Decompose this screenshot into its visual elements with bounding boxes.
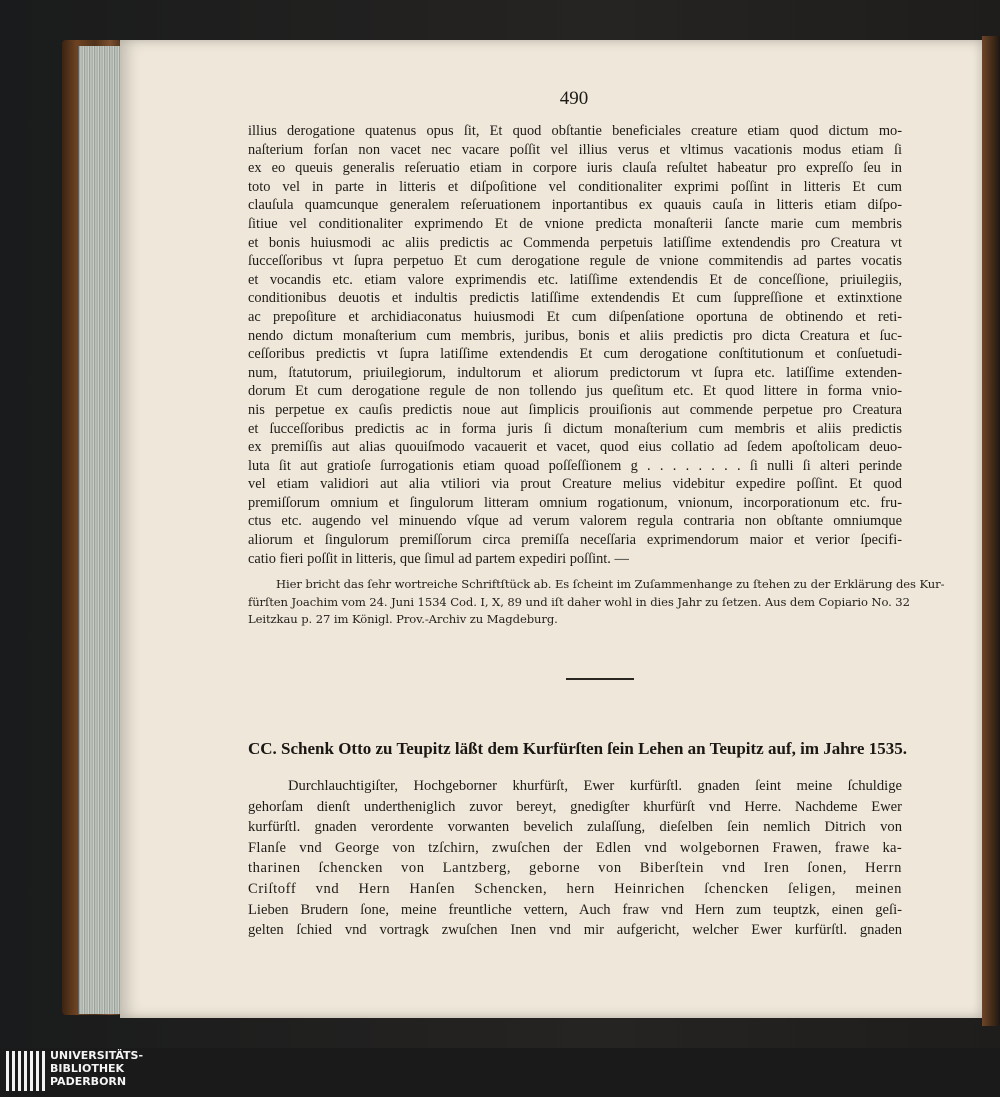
section-heading: CC. Schenk Otto zu Teupitz läßt dem Kurfürſten ſein Lehen an Teupitz auf, im Jahre 1535. [248, 739, 907, 758]
text-line: Criſtoff vnd Hern Hanſen Schencken, hern Heinrichen ſchencken ſeligen, meinen [248, 880, 902, 897]
text-line: gehorſam dienſt undertheniglich zuvor bereyt, gnedigſter khurfürſt vnd Herre. Nachdeme Ewer [248, 798, 902, 815]
logo-line: PADERBORN [50, 1074, 127, 1088]
logo-line: UNIVERSITÄTS- [50, 1049, 144, 1062]
text-line: Flanſe vnd George von tzſchirn, zwuſchen der Edlen vnd wolgebornen Frawen, frawe ka- [248, 839, 902, 856]
text-line: ſitiue vel conditionaliter exprimendo Et de vnione predicta monaſterii ſancte marie cum membris [248, 215, 902, 232]
text-line: ac prepoſiture et archidiaconatus huiusmodi Et cum diſpenſatione oportuna de obtinendo et reti- [248, 308, 902, 325]
text-line: Lieben Brudern ſone, meine freuntliche vettern, Auch fraw vnd Hern zum teuptzk, einen geſi- [248, 901, 902, 918]
library-logo-icon [6, 1051, 46, 1091]
text-line: et ſucceſſoribus predictis ac in forma juris ſi dictum monaſterium cum membris et aliis predictis [248, 420, 902, 437]
footnote-line: Leitzkau p. 27 im Königl. Prov.-Archiv zu Magdeburg. [248, 612, 558, 626]
library-logo-text [50, 1050, 143, 1088]
footnote-line: Hier bricht das ſehr wortreiche Schriftſtück ab. Es ſcheint im Zuſammenhange zu ſtehen zu der Erklärung des Kur- [276, 577, 945, 591]
text-line: gelten ſchied vnd vortragk zwuſchen Inen vnd mir aufgericht, welcher Ewer kurfürſtl. gnaden [248, 922, 902, 939]
library-footer-bar [0, 1048, 1000, 1097]
text-line: ctus etc. augendo vel minuendo vſque ad verum valorem regula contraria non obſtante omniumque [248, 513, 902, 530]
page-number: 490 [559, 88, 589, 109]
section-divider [566, 678, 634, 680]
right-cover-edge [982, 36, 1000, 1026]
text-line: naſterium forſan non vacet nec vacare poſſit vel illius verus et vltimus vacationis modus etiam ſi [248, 141, 902, 158]
text-line: nis perpetue ex cauſis predictis noue aut ſimplicis prouiſionis aut commende perpetue pro Creatura [248, 401, 902, 418]
text-line: illius derogatione quatenus opus ſit, Et quod obſtantie beneficiales creature etiam quod dictum mo- [248, 123, 902, 139]
text-line: ceſſoribus predictis vt ſupra latiſſime extendendis Et cum derogatione conſtitutionum et conſuetudi- [248, 346, 902, 363]
text-line: ex premiſſis aut alias quouiſmodo vacauerit et vacet, quod eius collatio ad ſedem apoſtolicam deuo- [248, 439, 902, 456]
text-line: toto vel in parte in litteris et diſpoſitione vel conditionaliter exprimi poſſint in litteris Et cum [248, 178, 902, 195]
text-line: conditionibus deuotis et indultis predictis latiſſime extendendis Et cum ſuppreſſione et extinxtione [248, 290, 902, 307]
text-line: kurfürſtl. gnaden verordente vorwanten bevelich zulaſſung, dieſelben ſein nemlich Ditrich von [248, 819, 902, 836]
text-line: dorum Et cum derogatione regule de non tollendo jus queſitum etc. Et quod littere in forma vnio- [248, 383, 902, 400]
text-line: nendo dictum monaſterium cum membris, juribus, bonis et aliis predictis pro dicta Creatura et ſuc- [248, 327, 902, 344]
footnote [248, 576, 945, 629]
text-line: vel etiam validiori aut alia vtiliori via prout Creature melius videbitur expedire poſſint. Et quod [248, 476, 902, 493]
latin-text-block [248, 122, 902, 568]
text-line: luta ſit aut gratioſe ſurrogationis etiam quoad poſſeſſionem g . . . . . . . . ſi nulli ſi alteri perinde [248, 457, 902, 474]
text-line: tharinen ſchencken von Lantzberg, geborne von Biberſtein vnd Iren ſonen, Herrn [248, 860, 902, 877]
text-line: aliorum et ſingulorum premiſſorum circa premiſſa neceſſaria exprimendorum maior et verior ſpecifi- [248, 532, 902, 549]
text-line: premiſſorum omnium et ſingulorum litteram omnium rogationum, vnionum, incorporationum etc. fru- [248, 494, 902, 511]
text-line: num, ſtatutorum, priuilegiorum, indultorum et aliorum predictorum vt ſupra etc. latiſſime extenden- [248, 364, 902, 381]
text-line: clauſula quamcunque generalem reſeruationem inportantibus ex quauis cauſa in litteris etiam diſpo- [248, 197, 902, 214]
page-stack [78, 46, 125, 1014]
text-line: ſucceſſoribus vt ſupra perpetuo Et cum derogatione regule de vnione commitendis ad partes vocatis [248, 253, 902, 270]
german-letter-text [248, 776, 902, 941]
text-line: Durchlauchtigiſter, Hochgeborner khurfürſt, Ewer kurfürſtl. gnaden ſeint meine ſchuldige [288, 778, 902, 794]
footnote-line: fürſten Joachim vom 24. Juni 1534 Cod. I, X, 89 und iſt daher wohl in dies Jahr zu ſetzen. Aus dem Copiario No. 32 [248, 594, 910, 609]
text-line: et bonis huiusmodi ac aliis predictis ac Commenda perpetuis latiſſime extendendis pro Creatura vt [248, 234, 902, 251]
logo-line: BIBLIOTHEK [50, 1061, 125, 1075]
text-line: catio fieri poſſit in litteris, que ſimul ad partem expediri poſſint. — [248, 550, 629, 567]
text-line: ex eo queuis generalis reſeruatio etiam in corpore iuris clauſa reſultet habeatur pro expreſſo ſeu in [248, 160, 902, 177]
text-line: et vocandis etc. etiam valore exprimendis etc. latiſſime extendendis Et de conceſſione, priuilegiis, [248, 271, 902, 288]
